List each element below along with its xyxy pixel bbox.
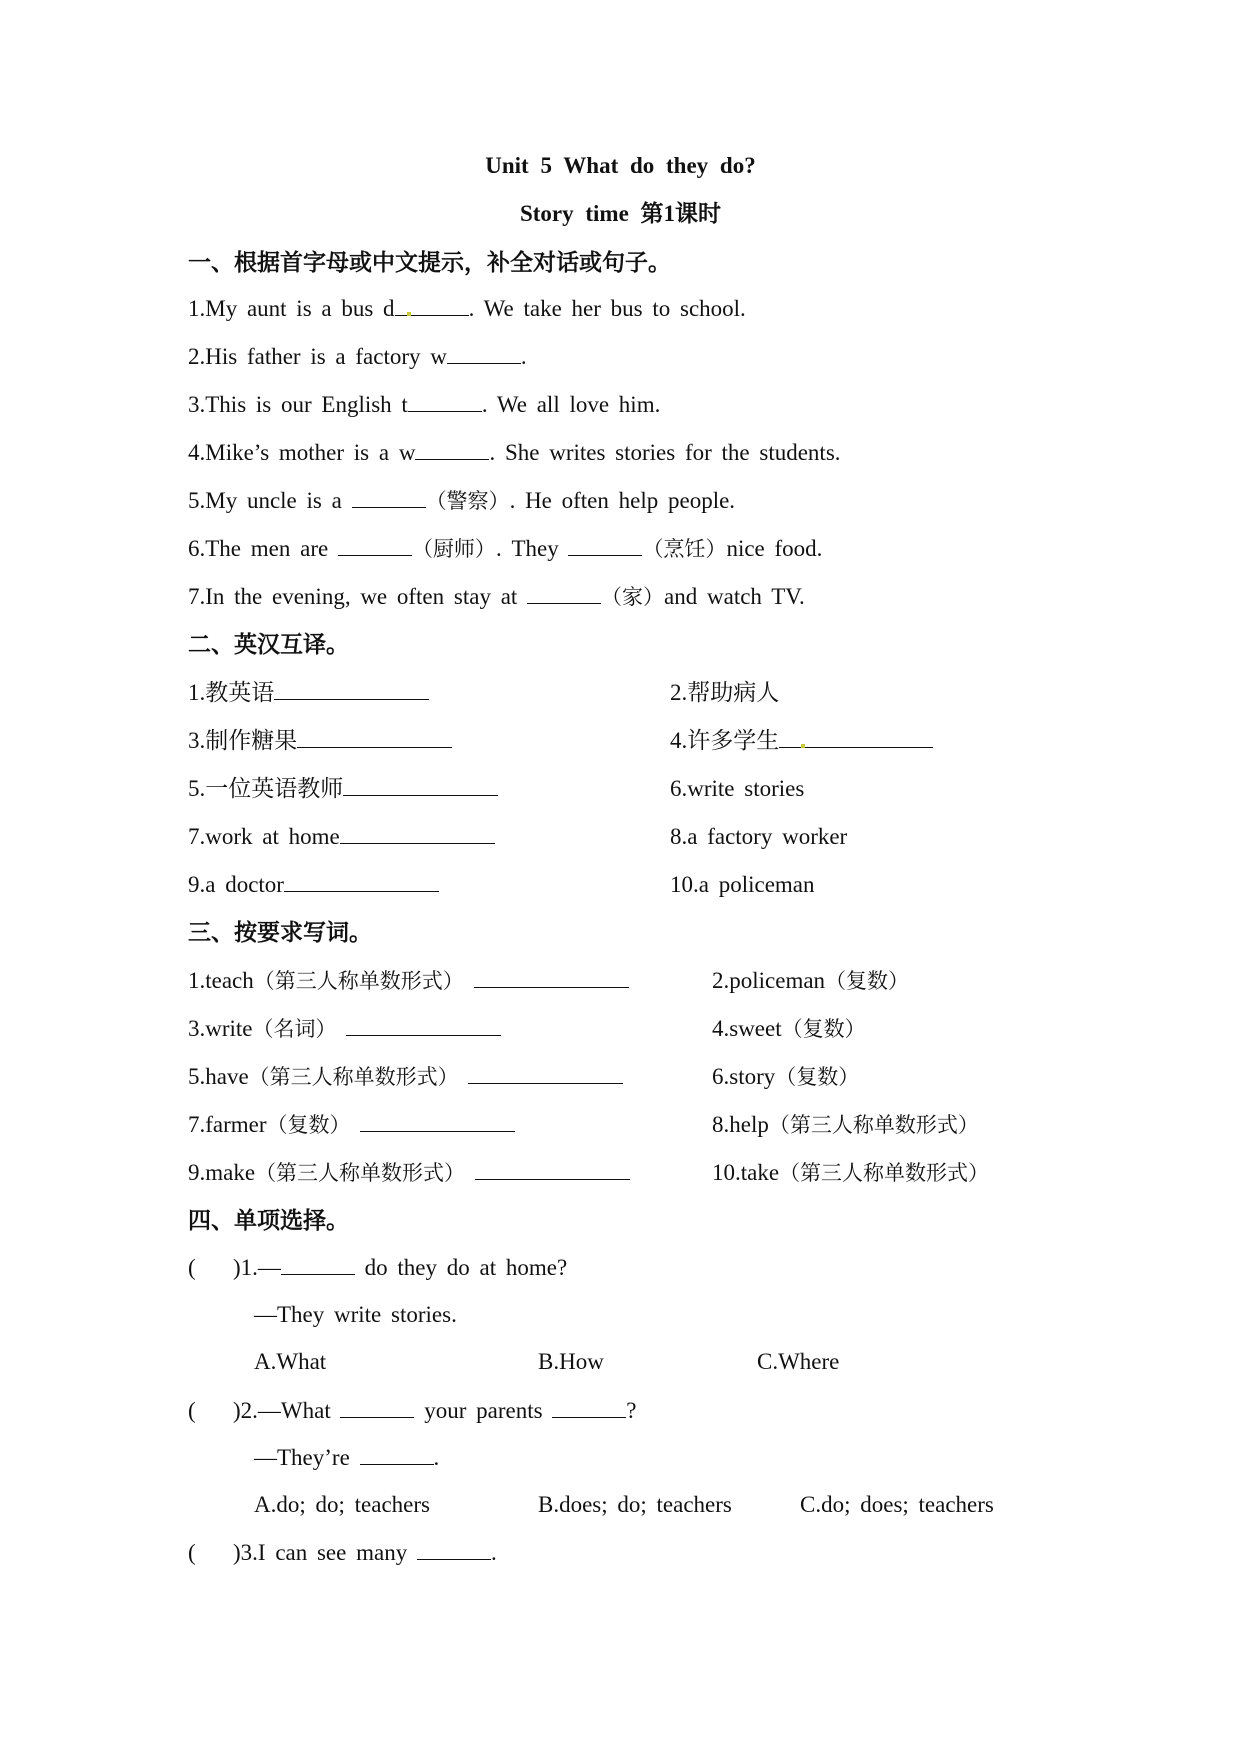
answer-blank[interactable]: [447, 343, 521, 364]
s2-item-9: [188, 871, 439, 899]
s2-item-5-label: 5.一位英语教师: [188, 776, 344, 801]
answer-blank[interactable]: [468, 1063, 623, 1084]
section2-heading: 二、英汉互译。: [188, 632, 349, 658]
answer-blank[interactable]: [360, 1111, 515, 1132]
q3-question: [233, 1539, 497, 1567]
answer-blank[interactable]: [395, 295, 407, 316]
s1-item-3-pre: 3.This is our English t: [188, 392, 408, 417]
s1-item-5: [188, 487, 735, 515]
s2-item-8-label: 8.a factory worker: [670, 824, 848, 849]
s3-item-1-req: （第三人称单数形式）: [253, 969, 464, 993]
q2-answer-post: .: [433, 1445, 440, 1470]
s2-item-2: [670, 679, 779, 707]
q2-post: ?: [626, 1398, 637, 1423]
section1-heading: 一、根据首字母或中文提示，补全对话或句子。: [188, 250, 671, 276]
answer-blank[interactable]: [408, 391, 482, 412]
q1-option-c[interactable]: C.Where: [757, 1349, 840, 1374]
q1-pre: )1.—: [233, 1255, 281, 1280]
s1-item-2: [188, 343, 527, 371]
s3-item-5-word: 5.have: [188, 1064, 249, 1089]
q3-post: .: [490, 1540, 497, 1565]
s3-item-5-req: （第三人称单数形式）: [248, 1065, 459, 1089]
s2-item-1: [188, 679, 429, 707]
q3-paren: (: [188, 1540, 196, 1565]
s1-item-6-hint: （厨师）: [411, 537, 496, 561]
s3-item-7-word: 7.farmer: [188, 1112, 267, 1137]
answer-blank[interactable]: [352, 487, 426, 508]
q2-mid: your parents: [414, 1398, 553, 1423]
section4-heading: 四、单项选择。: [188, 1208, 349, 1234]
s1-item-3-post: . We all love him.: [481, 392, 661, 417]
section3-heading: 三、按要求写词。: [188, 920, 372, 946]
s3-item-3: [188, 1015, 501, 1043]
q2-question: [233, 1397, 637, 1425]
s3-item-10-word: 10.take: [712, 1160, 780, 1185]
answer-blank[interactable]: [340, 1397, 414, 1418]
s1-item-5-post: . He often help people.: [509, 488, 736, 513]
s1-item-7-post: and watch TV.: [664, 584, 805, 609]
s1-item-6-hint2: （烹饪）: [642, 537, 727, 561]
answer-blank[interactable]: [340, 823, 495, 844]
s3-item-2-req: （复数）: [825, 969, 910, 993]
answer-blank[interactable]: [346, 1015, 501, 1036]
s1-item-4: [188, 439, 841, 467]
answer-blank[interactable]: [284, 871, 439, 892]
s2-item-6: [670, 775, 804, 803]
s3-item-8: [712, 1111, 979, 1139]
answer-blank[interactable]: [281, 1254, 355, 1275]
answer-blank[interactable]: [805, 727, 933, 748]
s1-item-1: [188, 295, 746, 323]
answer-blank[interactable]: [552, 1397, 626, 1418]
s2-item-1-label: 1.教英语: [188, 680, 275, 705]
q2-option-c[interactable]: C.do; does; teachers: [800, 1492, 994, 1517]
s3-item-6: [712, 1063, 859, 1091]
s3-item-4: [712, 1015, 866, 1043]
s3-item-2-word: 2.policeman: [712, 968, 826, 993]
answer-blank[interactable]: [274, 679, 429, 700]
s2-item-4-label: 4.许多学生: [670, 728, 780, 753]
s1-item-7-hint: （家）: [601, 585, 665, 609]
answer-blank[interactable]: [779, 727, 801, 748]
s3-item-5: [188, 1063, 623, 1091]
answer-blank[interactable]: [415, 439, 489, 460]
s2-item-5: [188, 775, 498, 803]
s3-item-9: [188, 1159, 630, 1187]
s1-item-4-post: . She writes stories for the students.: [489, 440, 841, 465]
q3-pre: )3.I can see many: [233, 1540, 417, 1565]
answer-blank[interactable]: [338, 535, 412, 556]
answer-blank[interactable]: [568, 535, 642, 556]
s1-item-2-post: .: [520, 344, 527, 369]
q1-answer: —They write stories.: [254, 1302, 457, 1327]
s2-item-6-label: 6.write stories: [670, 776, 805, 801]
s1-item-5-hint: （警察）: [425, 489, 510, 513]
s2-item-10-label: 10.a policeman: [670, 872, 815, 897]
q1-paren: (: [188, 1255, 196, 1280]
s3-item-9-word: 9.make: [188, 1160, 256, 1185]
s2-item-9-label: 9.a doctor: [188, 872, 284, 897]
s1-item-1-pre: 1.My aunt is a bus d: [188, 296, 395, 321]
q2-pre: )2.—What: [233, 1398, 341, 1423]
s1-item-6-pre: 6.The men are: [188, 536, 338, 561]
q1-option-a[interactable]: A.What: [254, 1349, 327, 1374]
s2-item-3-label: 3.制作糖果: [188, 728, 298, 753]
s3-item-9-req: （第三人称单数形式）: [255, 1161, 466, 1185]
answer-blank[interactable]: [475, 1159, 630, 1180]
answer-blank[interactable]: [474, 967, 629, 988]
q2-answer: [254, 1444, 439, 1472]
s3-item-1: [188, 967, 629, 995]
s1-item-7-pre: 7.In the evening, we often stay at: [188, 584, 528, 609]
q1-post: do they do at home?: [354, 1255, 568, 1280]
answer-blank[interactable]: [297, 727, 452, 748]
document-subtitle: Story time 第1课时: [519, 201, 722, 226]
s1-item-4-pre: 4.Mike’s mother is a w: [188, 440, 416, 465]
s2-item-8: [670, 823, 847, 851]
s2-item-2-label: 2.帮助病人: [670, 680, 780, 705]
q2-option-a[interactable]: A.do; do; teachers: [254, 1492, 430, 1517]
s3-item-8-req: （第三人称单数形式）: [768, 1113, 979, 1137]
s1-item-1-post: . We take her bus to school.: [468, 296, 746, 321]
s3-item-3-word: 3.write: [188, 1016, 253, 1041]
s3-item-10: [712, 1159, 989, 1187]
answer-blank[interactable]: [360, 1444, 434, 1465]
s3-item-10-req: （第三人称单数形式）: [779, 1161, 990, 1185]
s3-item-7: [188, 1111, 515, 1139]
s3-item-7-req: （复数）: [266, 1113, 351, 1137]
answer-blank[interactable]: [417, 1539, 491, 1560]
s3-item-6-word: 6.story: [712, 1064, 776, 1089]
s1-item-6-post: nice food.: [726, 536, 823, 561]
s2-item-7: [188, 823, 495, 851]
s3-item-4-word: 4.sweet: [712, 1016, 782, 1041]
q1-option-b[interactable]: B.How: [538, 1349, 604, 1374]
q1-question: [233, 1254, 567, 1282]
s2-item-10: [670, 871, 815, 899]
s1-item-6: [188, 535, 822, 563]
answer-blank[interactable]: [411, 295, 469, 316]
answer-blank[interactable]: [343, 775, 498, 796]
answer-blank[interactable]: [527, 583, 601, 604]
s1-item-6-mid: . They: [495, 536, 569, 561]
s2-item-4: [670, 727, 933, 755]
s3-item-6-req: （复数）: [775, 1065, 860, 1089]
s3-item-2: [712, 967, 909, 995]
s3-item-3-req: （名词）: [252, 1017, 337, 1041]
s1-item-3: [188, 391, 660, 419]
q2-option-b[interactable]: B.does; do; teachers: [538, 1492, 732, 1517]
document-title: Unit 5 What do they do?: [485, 153, 756, 178]
s3-item-4-req: （复数）: [781, 1017, 866, 1041]
q2-paren: (: [188, 1398, 196, 1423]
s2-item-3: [188, 727, 452, 755]
s1-item-5-pre: 5.My uncle is a: [188, 488, 352, 513]
s1-item-2-pre: 2.His father is a factory w: [188, 344, 447, 369]
s1-item-7: [188, 583, 805, 611]
s2-item-7-label: 7.work at home: [188, 824, 340, 849]
q2-answer-pre: —They’re: [254, 1445, 360, 1470]
s3-item-8-word: 8.help: [712, 1112, 769, 1137]
s3-item-1-word: 1.teach: [188, 968, 254, 993]
